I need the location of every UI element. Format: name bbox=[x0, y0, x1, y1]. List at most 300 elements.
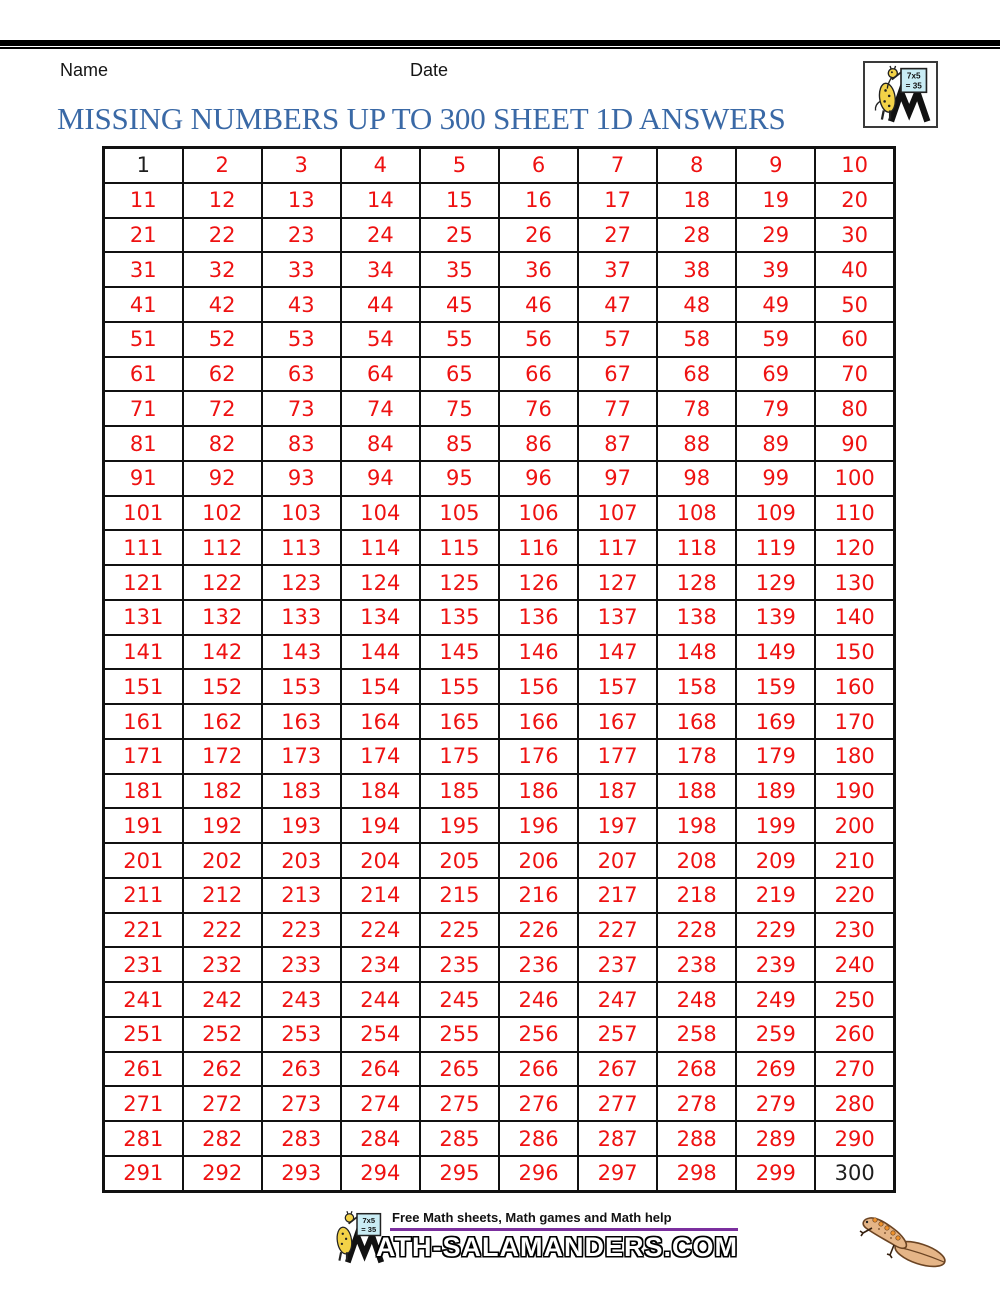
grid-cell: 98 bbox=[657, 461, 736, 496]
grid-cell: 167 bbox=[578, 704, 657, 739]
top-double-rule bbox=[0, 40, 1000, 49]
grid-cell: 226 bbox=[499, 913, 578, 948]
grid-cell: 124 bbox=[341, 565, 420, 600]
grid-cell: 94 bbox=[341, 461, 420, 496]
grid-cell: 63 bbox=[262, 357, 341, 392]
grid-cell: 113 bbox=[262, 530, 341, 565]
grid-cell: 254 bbox=[341, 1017, 420, 1052]
grid-cell: 90 bbox=[815, 426, 894, 461]
grid-cell: 70 bbox=[815, 357, 894, 392]
grid-row bbox=[104, 600, 895, 635]
grid-cell: 242 bbox=[183, 982, 262, 1017]
grid-cell: 119 bbox=[736, 530, 815, 565]
grid-cell: 187 bbox=[578, 774, 657, 809]
grid-cell: 271 bbox=[104, 1086, 183, 1121]
grid-cell: 240 bbox=[815, 947, 894, 982]
grid-cell: 156 bbox=[499, 669, 578, 704]
grid-cell: 125 bbox=[420, 565, 499, 600]
grid-cell: 164 bbox=[341, 704, 420, 739]
grid-cell: 134 bbox=[341, 600, 420, 635]
grid-cell: 203 bbox=[262, 843, 341, 878]
grid-cell: 18 bbox=[657, 183, 736, 218]
grid-cell: 99 bbox=[736, 461, 815, 496]
grid-cell: 236 bbox=[499, 947, 578, 982]
footer-text bbox=[376, 1208, 738, 1263]
site-name: ATH-SALAMANDERS.COM bbox=[376, 1232, 738, 1262]
grid-row bbox=[104, 391, 895, 426]
grid-cell: 11 bbox=[104, 183, 183, 218]
grid-cell: 103 bbox=[262, 496, 341, 531]
grid-cell: 121 bbox=[104, 565, 183, 600]
grid-cell: 292 bbox=[183, 1156, 262, 1192]
grid-cell: 232 bbox=[183, 947, 262, 982]
grid-cell: 245 bbox=[420, 982, 499, 1017]
grid-cell: 219 bbox=[736, 878, 815, 913]
grid-cell: 132 bbox=[183, 600, 262, 635]
grid-cell: 273 bbox=[262, 1086, 341, 1121]
grid-cell: 215 bbox=[420, 878, 499, 913]
grid-cell: 72 bbox=[183, 391, 262, 426]
grid-cell: 237 bbox=[578, 947, 657, 982]
grid-cell: 281 bbox=[104, 1121, 183, 1156]
grid-cell: 25 bbox=[420, 218, 499, 253]
grid-cell: 67 bbox=[578, 357, 657, 392]
grid-cell: 53 bbox=[262, 322, 341, 357]
svg-text:7x5: 7x5 bbox=[906, 71, 921, 81]
grid-row bbox=[104, 913, 895, 948]
grid-cell: 54 bbox=[341, 322, 420, 357]
grid-row bbox=[104, 635, 895, 670]
svg-text:= 35: = 35 bbox=[361, 1225, 377, 1235]
grid-cell: 153 bbox=[262, 669, 341, 704]
grid-cell: 198 bbox=[657, 808, 736, 843]
grid-cell: 259 bbox=[736, 1017, 815, 1052]
grid-cell: 135 bbox=[420, 600, 499, 635]
grid-cell: 87 bbox=[578, 426, 657, 461]
grid-cell: 126 bbox=[499, 565, 578, 600]
grid-cell: 255 bbox=[420, 1017, 499, 1052]
grid-cell: 15 bbox=[420, 183, 499, 218]
grid-cell: 220 bbox=[815, 878, 894, 913]
grid-cell: 117 bbox=[578, 530, 657, 565]
grid-cell: 36 bbox=[499, 252, 578, 287]
grid-row bbox=[104, 322, 895, 357]
grid-cell: 241 bbox=[104, 982, 183, 1017]
grid-cell: 183 bbox=[262, 774, 341, 809]
grid-cell: 179 bbox=[736, 739, 815, 774]
grid-cell: 208 bbox=[657, 843, 736, 878]
grid-cell: 253 bbox=[262, 1017, 341, 1052]
grid-cell: 8 bbox=[657, 148, 736, 183]
grid-cell: 224 bbox=[341, 913, 420, 948]
grid-cell: 37 bbox=[578, 252, 657, 287]
grid-cell: 223 bbox=[262, 913, 341, 948]
grid-row bbox=[104, 1052, 895, 1087]
grid-cell: 229 bbox=[736, 913, 815, 948]
grid-cell: 210 bbox=[815, 843, 894, 878]
grid-cell: 73 bbox=[262, 391, 341, 426]
grid-cell: 84 bbox=[341, 426, 420, 461]
grid-cell: 51 bbox=[104, 322, 183, 357]
grid-cell: 19 bbox=[736, 183, 815, 218]
grid-row bbox=[104, 704, 895, 739]
grid-cell: 225 bbox=[420, 913, 499, 948]
grid-cell: 79 bbox=[736, 391, 815, 426]
grid-cell: 80 bbox=[815, 391, 894, 426]
grid-cell: 181 bbox=[104, 774, 183, 809]
grid-cell: 279 bbox=[736, 1086, 815, 1121]
grid-cell: 248 bbox=[657, 982, 736, 1017]
grid-cell: 61 bbox=[104, 357, 183, 392]
grid-cell: 239 bbox=[736, 947, 815, 982]
grid-cell: 256 bbox=[499, 1017, 578, 1052]
grid-cell: 270 bbox=[815, 1052, 894, 1087]
grid-row bbox=[104, 1121, 895, 1156]
grid-cell: 89 bbox=[736, 426, 815, 461]
grid-cell: 56 bbox=[499, 322, 578, 357]
grid-cell: 118 bbox=[657, 530, 736, 565]
grid-cell: 284 bbox=[341, 1121, 420, 1156]
grid-row bbox=[104, 218, 895, 253]
grid-cell: 83 bbox=[262, 426, 341, 461]
grid-cell: 74 bbox=[341, 391, 420, 426]
grid-cell: 269 bbox=[736, 1052, 815, 1087]
grid-cell: 146 bbox=[499, 635, 578, 670]
grid-cell: 177 bbox=[578, 739, 657, 774]
grid-cell: 2 bbox=[183, 148, 262, 183]
grid-cell: 39 bbox=[736, 252, 815, 287]
grid-cell: 24 bbox=[341, 218, 420, 253]
grid-row bbox=[104, 183, 895, 218]
grid-cell: 152 bbox=[183, 669, 262, 704]
grid-row bbox=[104, 461, 895, 496]
grid-cell: 150 bbox=[815, 635, 894, 670]
grid-cell: 141 bbox=[104, 635, 183, 670]
grid-cell: 55 bbox=[420, 322, 499, 357]
grid-cell: 213 bbox=[262, 878, 341, 913]
grid-cell: 105 bbox=[420, 496, 499, 531]
grid-cell: 65 bbox=[420, 357, 499, 392]
grid-cell: 86 bbox=[499, 426, 578, 461]
grid-cell: 10 bbox=[815, 148, 894, 183]
grid-cell: 268 bbox=[657, 1052, 736, 1087]
grid-cell: 82 bbox=[183, 426, 262, 461]
grid-cell: 186 bbox=[499, 774, 578, 809]
grid-cell: 148 bbox=[657, 635, 736, 670]
grid-cell: 300 bbox=[815, 1156, 894, 1192]
grid-cell: 265 bbox=[420, 1052, 499, 1087]
grid-cell: 93 bbox=[262, 461, 341, 496]
number-grid bbox=[102, 146, 896, 1193]
grid-cell: 110 bbox=[815, 496, 894, 531]
grid-cell: 168 bbox=[657, 704, 736, 739]
grid-cell: 263 bbox=[262, 1052, 341, 1087]
grid-cell: 291 bbox=[104, 1156, 183, 1192]
corner-logo bbox=[863, 61, 938, 128]
grid-cell: 137 bbox=[578, 600, 657, 635]
grid-cell: 95 bbox=[420, 461, 499, 496]
grid-cell: 136 bbox=[499, 600, 578, 635]
grid-cell: 283 bbox=[262, 1121, 341, 1156]
grid-cell: 13 bbox=[262, 183, 341, 218]
grid-cell: 102 bbox=[183, 496, 262, 531]
grid-cell: 123 bbox=[262, 565, 341, 600]
grid-cell: 16 bbox=[499, 183, 578, 218]
grid-cell: 31 bbox=[104, 252, 183, 287]
grid-cell: 161 bbox=[104, 704, 183, 739]
grid-cell: 289 bbox=[736, 1121, 815, 1156]
grid-cell: 217 bbox=[578, 878, 657, 913]
grid-cell: 9 bbox=[736, 148, 815, 183]
grid-cell: 282 bbox=[183, 1121, 262, 1156]
grid-cell: 272 bbox=[183, 1086, 262, 1121]
grid-cell: 81 bbox=[104, 426, 183, 461]
grid-cell: 91 bbox=[104, 461, 183, 496]
grid-cell: 154 bbox=[341, 669, 420, 704]
grid-row bbox=[104, 530, 895, 565]
grid-cell: 48 bbox=[657, 287, 736, 322]
grid-cell: 50 bbox=[815, 287, 894, 322]
grid-cell: 22 bbox=[183, 218, 262, 253]
grid-cell: 159 bbox=[736, 669, 815, 704]
grid-cell: 14 bbox=[341, 183, 420, 218]
grid-cell: 214 bbox=[341, 878, 420, 913]
grid-row bbox=[104, 1017, 895, 1052]
grid-cell: 233 bbox=[262, 947, 341, 982]
grid-row bbox=[104, 947, 895, 982]
grid-row bbox=[104, 774, 895, 809]
grid-cell: 206 bbox=[499, 843, 578, 878]
grid-cell: 285 bbox=[420, 1121, 499, 1156]
grid-cell: 75 bbox=[420, 391, 499, 426]
grid-cell: 78 bbox=[657, 391, 736, 426]
grid-cell: 20 bbox=[815, 183, 894, 218]
grid-cell: 145 bbox=[420, 635, 499, 670]
grid-cell: 115 bbox=[420, 530, 499, 565]
grid-cell: 162 bbox=[183, 704, 262, 739]
number-grid-body bbox=[104, 148, 895, 1192]
grid-cell: 106 bbox=[499, 496, 578, 531]
grid-cell: 66 bbox=[499, 357, 578, 392]
grid-row bbox=[104, 982, 895, 1017]
grid-cell: 142 bbox=[183, 635, 262, 670]
grid-cell: 129 bbox=[736, 565, 815, 600]
grid-cell: 185 bbox=[420, 774, 499, 809]
grid-cell: 120 bbox=[815, 530, 894, 565]
page-title: MISSING NUMBERS UP TO 300 SHEET 1D ANSWERS bbox=[57, 101, 786, 136]
grid-cell: 172 bbox=[183, 739, 262, 774]
grid-cell: 297 bbox=[578, 1156, 657, 1192]
grid-cell: 190 bbox=[815, 774, 894, 809]
grid-cell: 60 bbox=[815, 322, 894, 357]
grid-cell: 207 bbox=[578, 843, 657, 878]
grid-cell: 41 bbox=[104, 287, 183, 322]
grid-row bbox=[104, 808, 895, 843]
grid-cell: 277 bbox=[578, 1086, 657, 1121]
grid-cell: 246 bbox=[499, 982, 578, 1017]
grid-cell: 216 bbox=[499, 878, 578, 913]
grid-row bbox=[104, 287, 895, 322]
grid-cell: 58 bbox=[657, 322, 736, 357]
grid-cell: 49 bbox=[736, 287, 815, 322]
grid-cell: 69 bbox=[736, 357, 815, 392]
grid-cell: 140 bbox=[815, 600, 894, 635]
grid-cell: 235 bbox=[420, 947, 499, 982]
grid-cell: 174 bbox=[341, 739, 420, 774]
grid-cell: 249 bbox=[736, 982, 815, 1017]
grid-cell: 196 bbox=[499, 808, 578, 843]
footer-tagline: Free Math sheets, Math games and Math help bbox=[390, 1208, 738, 1231]
grid-cell: 21 bbox=[104, 218, 183, 253]
grid-cell: 288 bbox=[657, 1121, 736, 1156]
grid-cell: 276 bbox=[499, 1086, 578, 1121]
grid-row bbox=[104, 669, 895, 704]
grid-cell: 175 bbox=[420, 739, 499, 774]
grid-cell: 45 bbox=[420, 287, 499, 322]
grid-cell: 101 bbox=[104, 496, 183, 531]
grid-cell: 287 bbox=[578, 1121, 657, 1156]
grid-cell: 182 bbox=[183, 774, 262, 809]
grid-cell: 257 bbox=[578, 1017, 657, 1052]
grid-cell: 104 bbox=[341, 496, 420, 531]
grid-cell: 47 bbox=[578, 287, 657, 322]
grid-cell: 244 bbox=[341, 982, 420, 1017]
grid-cell: 157 bbox=[578, 669, 657, 704]
grid-cell: 4 bbox=[341, 148, 420, 183]
grid-cell: 204 bbox=[341, 843, 420, 878]
grid-row bbox=[104, 843, 895, 878]
grid-cell: 230 bbox=[815, 913, 894, 948]
grid-cell: 158 bbox=[657, 669, 736, 704]
grid-cell: 138 bbox=[657, 600, 736, 635]
grid-cell: 200 bbox=[815, 808, 894, 843]
grid-cell: 42 bbox=[183, 287, 262, 322]
grid-cell: 252 bbox=[183, 1017, 262, 1052]
grid-cell: 12 bbox=[183, 183, 262, 218]
grid-cell: 199 bbox=[736, 808, 815, 843]
grid-cell: 77 bbox=[578, 391, 657, 426]
grid-cell: 173 bbox=[262, 739, 341, 774]
grid-cell: 176 bbox=[499, 739, 578, 774]
grid-cell: 171 bbox=[104, 739, 183, 774]
grid-cell: 122 bbox=[183, 565, 262, 600]
grid-row bbox=[104, 565, 895, 600]
grid-cell: 27 bbox=[578, 218, 657, 253]
grid-cell: 258 bbox=[657, 1017, 736, 1052]
grid-cell: 43 bbox=[262, 287, 341, 322]
grid-row bbox=[104, 496, 895, 531]
grid-cell: 189 bbox=[736, 774, 815, 809]
grid-cell: 267 bbox=[578, 1052, 657, 1087]
grid-row bbox=[104, 357, 895, 392]
grid-cell: 147 bbox=[578, 635, 657, 670]
grid-row bbox=[104, 1156, 895, 1192]
grid-cell: 278 bbox=[657, 1086, 736, 1121]
grid-cell: 275 bbox=[420, 1086, 499, 1121]
name-label: Name bbox=[60, 60, 109, 80]
m-logo-icon bbox=[891, 92, 927, 121]
grid-cell: 57 bbox=[578, 322, 657, 357]
grid-cell: 262 bbox=[183, 1052, 262, 1087]
grid-cell: 188 bbox=[657, 774, 736, 809]
grid-cell: 197 bbox=[578, 808, 657, 843]
grid-cell: 195 bbox=[420, 808, 499, 843]
date-label: Date bbox=[410, 60, 449, 80]
grid-cell: 194 bbox=[341, 808, 420, 843]
grid-cell: 299 bbox=[736, 1156, 815, 1192]
grid-cell: 71 bbox=[104, 391, 183, 426]
grid-cell: 52 bbox=[183, 322, 262, 357]
grid-cell: 6 bbox=[499, 148, 578, 183]
grid-cell: 218 bbox=[657, 878, 736, 913]
grid-cell: 155 bbox=[420, 669, 499, 704]
grid-cell: 111 bbox=[104, 530, 183, 565]
grid-cell: 85 bbox=[420, 426, 499, 461]
grid-cell: 234 bbox=[341, 947, 420, 982]
top-rule-thin bbox=[0, 47, 1000, 49]
grid-cell: 266 bbox=[499, 1052, 578, 1087]
grid-cell: 247 bbox=[578, 982, 657, 1017]
grid-cell: 211 bbox=[104, 878, 183, 913]
grid-cell: 3 bbox=[262, 148, 341, 183]
grid-row bbox=[104, 739, 895, 774]
grid-cell: 250 bbox=[815, 982, 894, 1017]
grid-cell: 238 bbox=[657, 947, 736, 982]
grid-cell: 144 bbox=[341, 635, 420, 670]
grid-cell: 298 bbox=[657, 1156, 736, 1192]
grid-cell: 35 bbox=[420, 252, 499, 287]
grid-cell: 180 bbox=[815, 739, 894, 774]
grid-cell: 193 bbox=[262, 808, 341, 843]
grid-cell: 76 bbox=[499, 391, 578, 426]
math-board-icon bbox=[901, 68, 926, 92]
grid-cell: 34 bbox=[341, 252, 420, 287]
grid-cell: 231 bbox=[104, 947, 183, 982]
grid-row bbox=[104, 878, 895, 913]
grid-cell: 23 bbox=[262, 218, 341, 253]
grid-cell: 107 bbox=[578, 496, 657, 531]
svg-text:7x5: 7x5 bbox=[362, 1215, 376, 1225]
grid-cell: 112 bbox=[183, 530, 262, 565]
grid-row bbox=[104, 426, 895, 461]
grid-cell: 165 bbox=[420, 704, 499, 739]
grid-cell: 88 bbox=[657, 426, 736, 461]
grid-cell: 227 bbox=[578, 913, 657, 948]
grid-cell: 280 bbox=[815, 1086, 894, 1121]
grid-cell: 68 bbox=[657, 357, 736, 392]
grid-cell: 170 bbox=[815, 704, 894, 739]
grid-cell: 260 bbox=[815, 1017, 894, 1052]
grid-cell: 108 bbox=[657, 496, 736, 531]
grid-cell: 33 bbox=[262, 252, 341, 287]
grid-cell: 44 bbox=[341, 287, 420, 322]
grid-cell: 264 bbox=[341, 1052, 420, 1087]
grid-cell: 191 bbox=[104, 808, 183, 843]
grid-cell: 163 bbox=[262, 704, 341, 739]
grid-cell: 128 bbox=[657, 565, 736, 600]
grid-cell: 295 bbox=[420, 1156, 499, 1192]
grid-cell: 92 bbox=[183, 461, 262, 496]
grid-cell: 46 bbox=[499, 287, 578, 322]
grid-cell: 30 bbox=[815, 218, 894, 253]
grid-cell: 96 bbox=[499, 461, 578, 496]
grid-cell: 32 bbox=[183, 252, 262, 287]
grid-cell: 228 bbox=[657, 913, 736, 948]
grid-cell: 40 bbox=[815, 252, 894, 287]
grid-cell: 62 bbox=[183, 357, 262, 392]
grid-cell: 169 bbox=[736, 704, 815, 739]
grid-cell: 201 bbox=[104, 843, 183, 878]
